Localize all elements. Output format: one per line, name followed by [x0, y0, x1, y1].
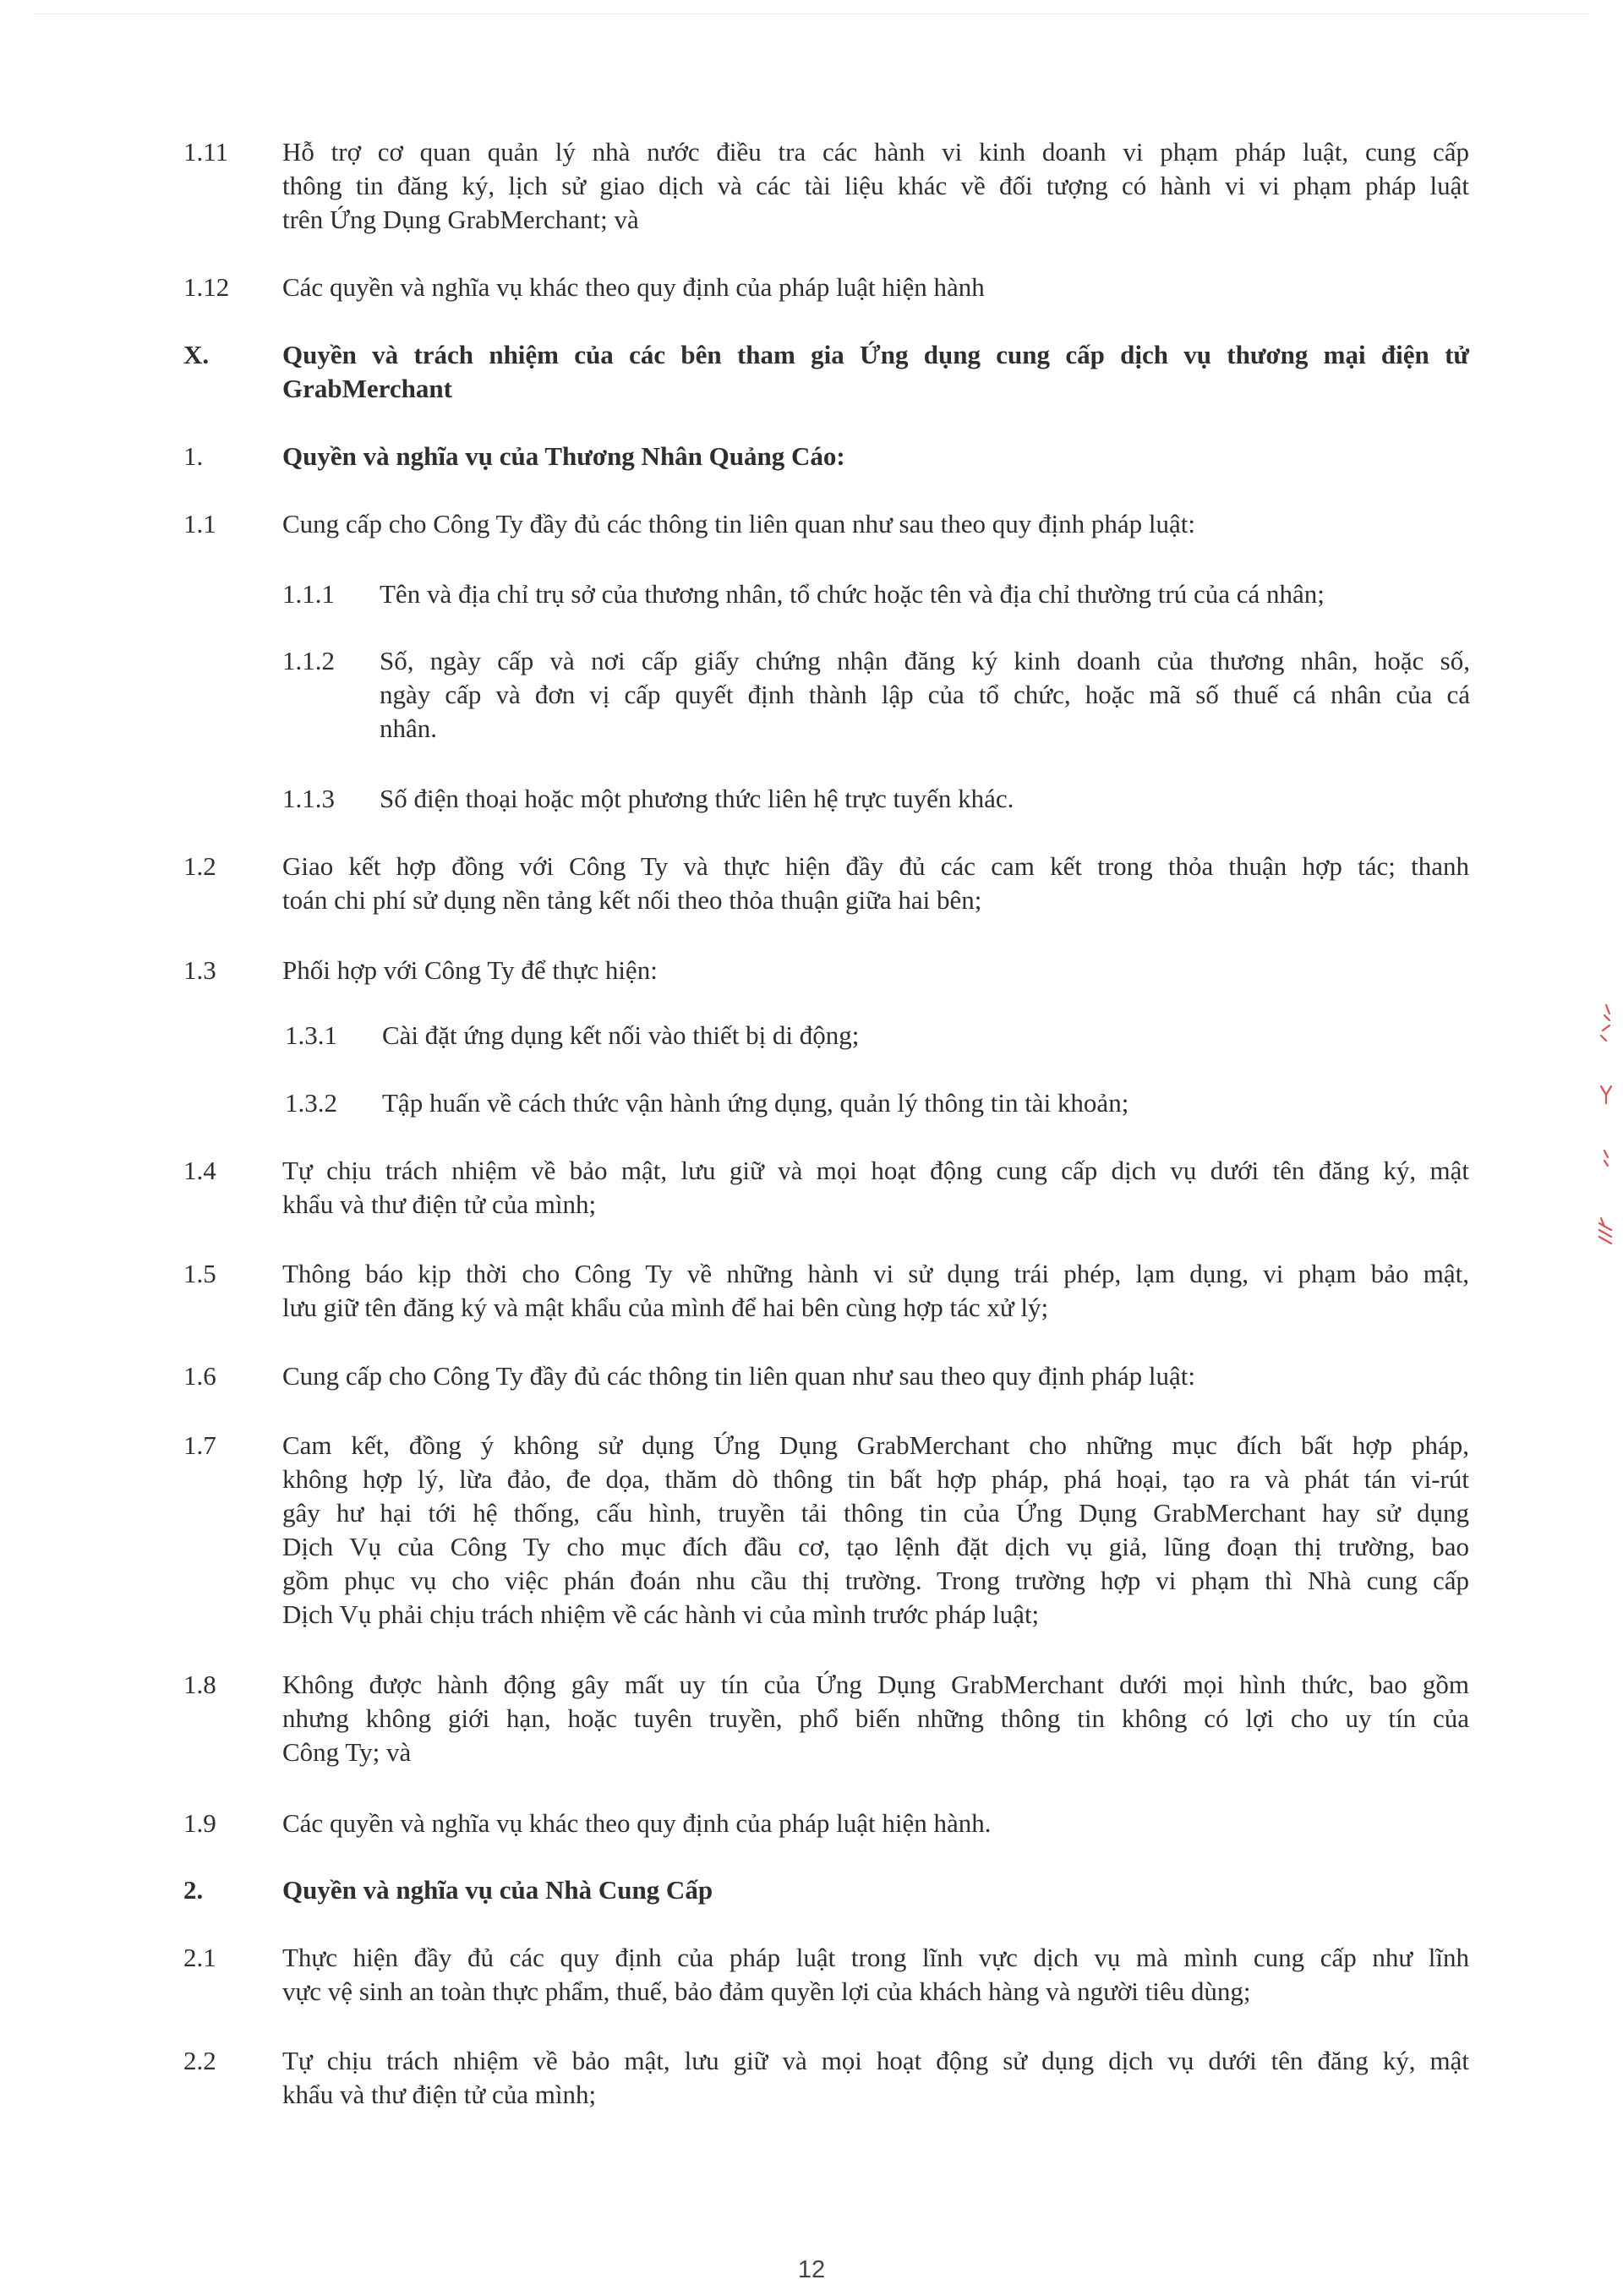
clause-text: [282, 1941, 1469, 2009]
text-line: khẩu và thư điện tử của mình;: [282, 1189, 597, 1219]
clause-text: [282, 1668, 1469, 1769]
text-line: Quyền và trách nhiệm của các bên tham gia Ứng dụng cung cấp dịch vụ thương mại điện tử: [282, 340, 1469, 369]
clause-number: 1.1: [183, 509, 216, 538]
text-line: GrabMerchant: [282, 374, 452, 403]
clause-text: [282, 1154, 1469, 1222]
clause-number: 1.1.2: [282, 646, 335, 675]
text-line: nhân.: [380, 713, 438, 743]
clause-text: [282, 440, 1469, 473]
text-line: Quyền và nghĩa vụ của Nhà Cung Cấp: [282, 1875, 713, 1905]
clause-text: [382, 1086, 1473, 1120]
text-line: gây hư hại tới hệ thống, cấu hình, truyền tải thông tin của Ứng Dụng GrabMerchant hay sử dụng: [282, 1498, 1469, 1528]
clause-text: [380, 577, 1470, 611]
text-line: vực vệ sinh an toàn thực phẩm, thuế, bảo đảm quyền lợi của khách hàng và người tiêu dùng;: [282, 1976, 1251, 2006]
text-line: Dịch Vụ phải chịu trách nhiệm về các hành vi của mình trước pháp luật;: [282, 1599, 1040, 1629]
text-line: gồm phục vụ cho việc phán đoán nhu cầu thị trường. Trong trường hợp vi phạm thì Nhà cung cấp: [282, 1566, 1469, 1595]
clause-number: 1.1.1: [282, 579, 335, 609]
text-line: Công Ty; và: [282, 1737, 412, 1767]
text-line: Tên và địa chỉ trụ sở của thương nhân, tổ chức hoặc tên và địa chỉ thường trú của cá nhân;: [380, 579, 1325, 609]
clause-number: 1.11: [183, 137, 229, 167]
clause-number: 1.9: [183, 1808, 216, 1838]
clause-number: 1.3.1: [285, 1020, 337, 1050]
clause-number: 1.6: [183, 1361, 216, 1391]
clause-text: [282, 850, 1469, 917]
handwritten-margin-marks: [1593, 1002, 1618, 1255]
clause-number: X.: [183, 340, 210, 369]
text-line: Cung cấp cho Công Ty đầy đủ các thông tin liên quan như sau theo quy định pháp luật:: [282, 509, 1195, 538]
text-line: Cài đặt ứng dụng kết nối vào thiết bị di động;: [382, 1020, 860, 1050]
clause-text: [282, 507, 1469, 541]
text-line: Không được hành động gây mất uy tín của Ứng Dụng GrabMerchant dưới mọi hình thức, bao gồm: [282, 1670, 1469, 1699]
text-line: Hỗ trợ cơ quan quản lý nhà nước điều tra các hành vi kinh doanh vi phạm pháp luật, cung cấp: [282, 137, 1469, 167]
text-line: thông tin đăng ký, lịch sử giao dịch và các tài liệu khác về đối tượng có hành vi vi phạm pháp luật: [282, 171, 1469, 200]
clause-text: [282, 954, 1469, 987]
clause-number: 1.3: [183, 955, 216, 985]
text-line: Số điện thoại hoặc một phương thức liên hệ trực tuyến khác.: [380, 784, 1014, 813]
clause-text: [282, 1429, 1469, 1632]
clause-number: 1.3.2: [285, 1088, 337, 1118]
clause-number: 1.8: [183, 1670, 216, 1699]
text-line: Cung cấp cho Công Ty đầy đủ các thông tin liên quan như sau theo quy định pháp luật:: [282, 1361, 1195, 1391]
clause-text: [380, 782, 1470, 816]
page-number: 12: [797, 2256, 826, 2283]
clause-number: 1.5: [183, 1259, 216, 1288]
text-line: Tự chịu trách nhiệm về bảo mật, lưu giữ và mọi hoạt động cung cấp dịch vụ dưới tên đăng ký, mật: [282, 1156, 1469, 1185]
clause-number: 2.: [183, 1875, 204, 1905]
text-line: trên Ứng Dụng GrabMerchant; và: [282, 205, 639, 234]
clause-text: [282, 2044, 1469, 2112]
clause-text: [282, 135, 1469, 237]
text-line: không hợp lý, lừa đảo, đe dọa, thăm dò thông tin bất hợp pháp, phá hoại, tạo ra và phát tán vi-rút: [282, 1464, 1469, 1494]
clause-number: 1.4: [183, 1156, 216, 1185]
text-line: Giao kết hợp đồng với Công Ty và thực hiện đầy đủ các cam kết trong thỏa thuận hợp tác; thanh: [282, 851, 1469, 881]
clause-text: [282, 1257, 1469, 1325]
text-line: nhưng không giới hạn, hoặc tuyên truyền, phổ biến những thông tin không có lợi cho uy tín của: [282, 1703, 1469, 1733]
text-line: lưu giữ tên đăng ký và mật khẩu của mình để hai bên cùng hợp tác xử lý;: [282, 1293, 1049, 1322]
text-line: Số, ngày cấp và nơi cấp giấy chứng nhận đăng ký kinh doanh của thương nhân, hoặc số,: [380, 646, 1470, 675]
clause-text: [380, 644, 1470, 746]
clause-number: 1.12: [183, 272, 230, 302]
text-line: khẩu và thư điện tử của mình;: [282, 2080, 597, 2109]
text-line: toán chi phí sử dụng nền tảng kết nối theo thỏa thuận giữa hai bên;: [282, 885, 982, 915]
text-line: Tự chịu trách nhiệm về bảo mật, lưu giữ và mọi hoạt động sử dụng dịch vụ dưới tên đăng ký, mật: [282, 2046, 1469, 2075]
clause-text: [382, 1019, 1473, 1052]
text-line: Thông báo kịp thời cho Công Ty về những hành vi sử dụng trái phép, lạm dụng, vi phạm bảo mật,: [282, 1259, 1469, 1288]
clause-number: 2.2: [183, 2046, 216, 2075]
text-line: ngày cấp và đơn vị cấp quyết định thành lập của tổ chức, hoặc mã số thuế cá nhân của cá: [380, 680, 1470, 709]
text-line: Quyền và nghĩa vụ của Thương Nhân Quảng Cáo:: [282, 441, 845, 471]
clause-number: 1.7: [183, 1430, 216, 1460]
clause-text: [282, 338, 1469, 406]
text-line: Tập huấn về cách thức vận hành ứng dụng, quản lý thông tin tài khoản;: [382, 1088, 1129, 1118]
text-line: Các quyền và nghĩa vụ khác theo quy định của pháp luật hiện hành: [282, 272, 985, 302]
clause-text: [282, 1873, 1469, 1907]
clause-number: 1.1.3: [282, 784, 335, 813]
text-line: Dịch Vụ của Công Ty cho mục đích đầu cơ, tạo lệnh đặt dịch vụ giả, lũng đoạn thị trường, bao: [282, 1532, 1469, 1561]
clause-text: [282, 1807, 1469, 1840]
text-line: Thực hiện đầy đủ các quy định của pháp luật trong lĩnh vực dịch vụ mà mình cung cấp như lĩnh: [282, 1943, 1469, 1972]
text-line: Cam kết, đồng ý không sử dụng Ứng Dụng GrabMerchant cho những mục đích bất hợp pháp,: [282, 1430, 1469, 1460]
clause-text: [282, 1359, 1469, 1393]
clause-text: [282, 271, 1469, 304]
text-line: Các quyền và nghĩa vụ khác theo quy định của pháp luật hiện hành.: [282, 1808, 992, 1838]
clause-number: 1.2: [183, 851, 216, 881]
clause-number: 1.: [183, 441, 204, 471]
clause-number: 2.1: [183, 1943, 216, 1972]
text-line: Phối hợp với Công Ty để thực hiện:: [282, 955, 658, 985]
